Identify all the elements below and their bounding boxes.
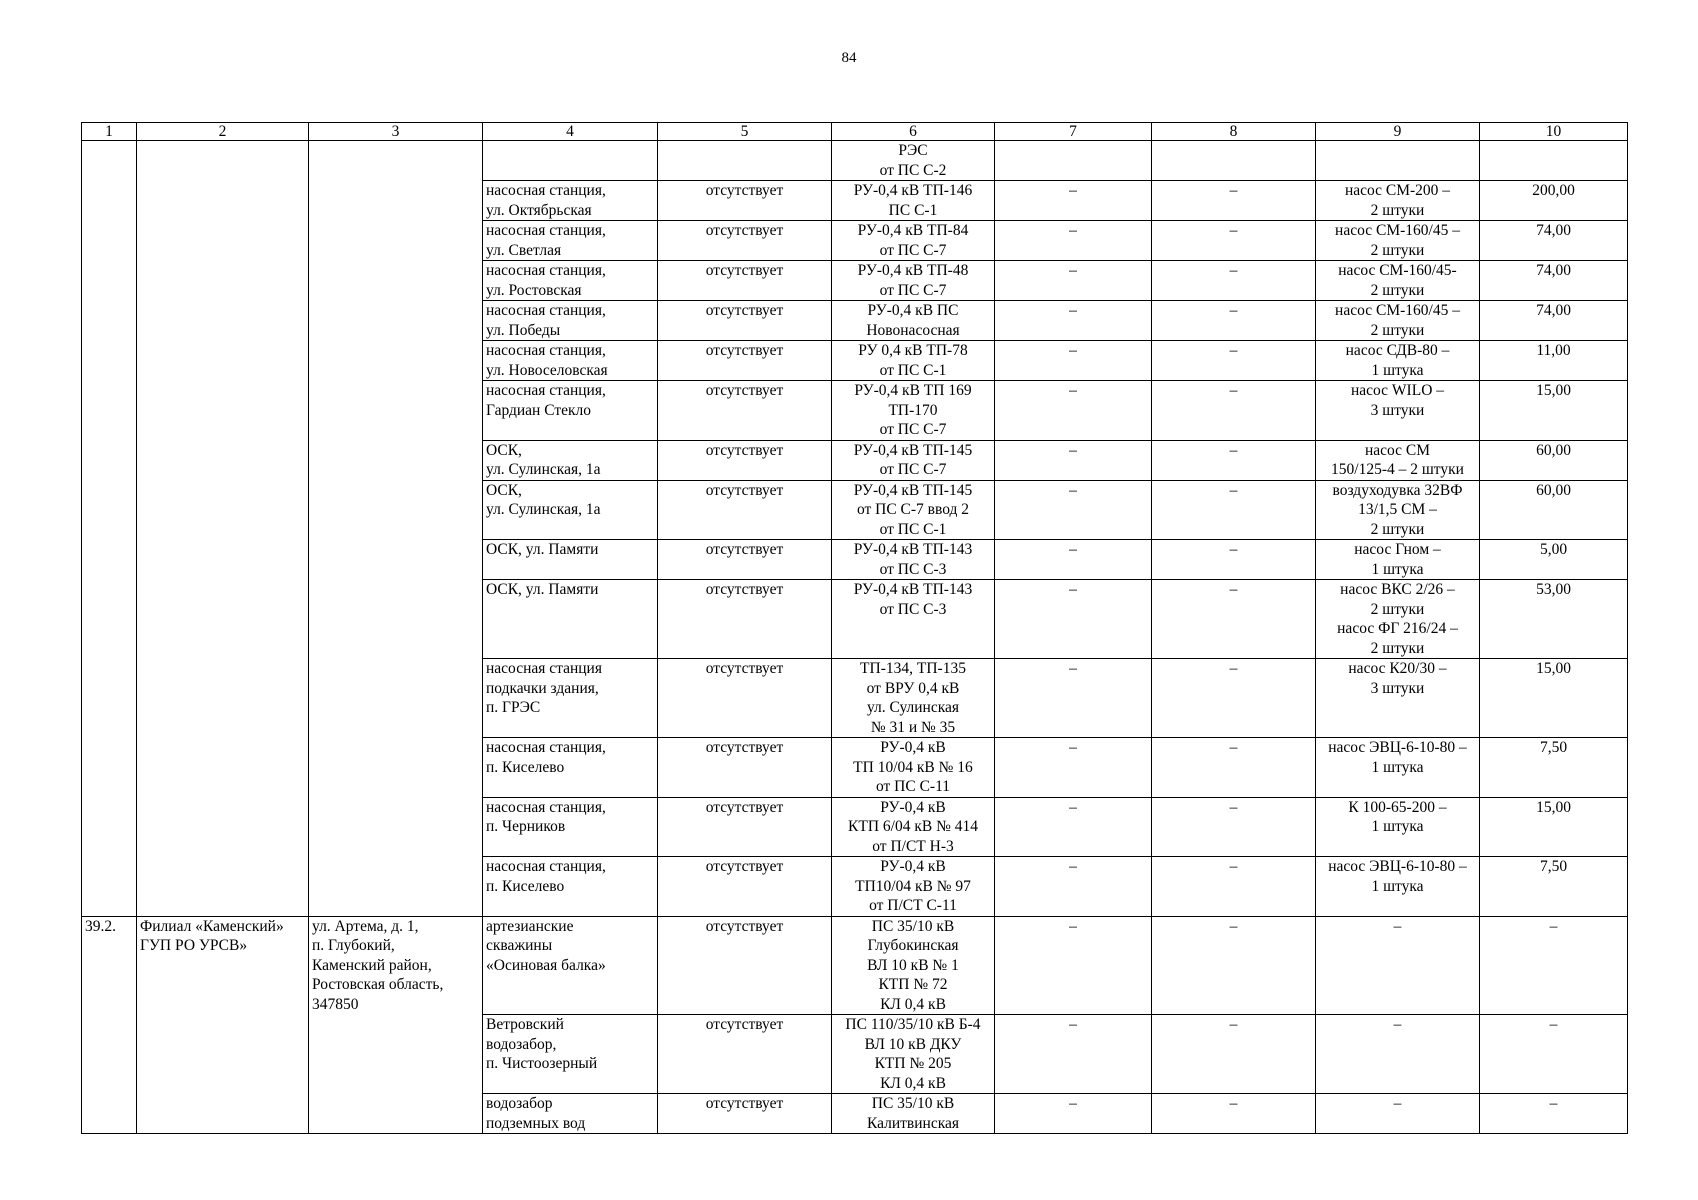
equipment-cell: насос СМ-160/45- 2 штуки: [1316, 261, 1480, 301]
column7-cell: –: [995, 301, 1152, 341]
column8-cell: –: [1152, 341, 1316, 381]
object-cell: насосная станция, ул. Новоселовская: [483, 341, 658, 381]
equipment-cell: воздуходувка 32ВФ 13/1,5 СМ – 2 штуки: [1316, 480, 1480, 540]
column8-cell: –: [1152, 480, 1316, 540]
column5-cell: отсутствует: [658, 1094, 832, 1134]
column7-cell: –: [995, 480, 1152, 540]
equipment-cell: насос СДВ-80 – 1 штука: [1316, 341, 1480, 381]
object-cell: ОСК, ул. Памяти: [483, 580, 658, 659]
power-source-cell: РУ-0,4 кВ ТП-145 от ПС С-7 ввод 2 от ПС С-1: [832, 480, 995, 540]
column7-cell: –: [995, 738, 1152, 798]
power-source-cell: РУ-0,4 кВ ПС Новонасосная: [832, 301, 995, 341]
organization-cell: [137, 141, 309, 917]
column-header: 3: [309, 123, 483, 141]
object-cell: насосная станция, ул. Победы: [483, 301, 658, 341]
column-header: 7: [995, 123, 1152, 141]
power-source-cell: РУ-0,4 кВ ТП-48 от ПС С-7: [832, 261, 995, 301]
column-header: 4: [483, 123, 658, 141]
equipment-cell: насос ЭВЦ-6-10-80 – 1 штука: [1316, 738, 1480, 798]
column8-cell: –: [1152, 797, 1316, 857]
object-cell: насосная станция, ул. Ростовская: [483, 261, 658, 301]
column7-cell: –: [995, 181, 1152, 221]
column-header: 8: [1152, 123, 1316, 141]
object-cell: ОСК, ул. Сулинская, 1а: [483, 480, 658, 540]
column7-cell: –: [995, 659, 1152, 738]
column8-cell: –: [1152, 580, 1316, 659]
column8-cell: –: [1152, 738, 1316, 798]
organization-cell: Филиал «Каменский» ГУП РО УРСВ»: [137, 916, 309, 1134]
column5-cell: отсутствует: [658, 261, 832, 301]
power-value-cell: 11,00: [1480, 341, 1628, 381]
object-cell: насосная станция, п. Киселево: [483, 857, 658, 917]
column7-cell: –: [995, 857, 1152, 917]
object-cell: ОСК, ул. Памяти: [483, 540, 658, 580]
address-cell: [309, 141, 483, 917]
power-value-cell: 200,00: [1480, 181, 1628, 221]
column5-cell: отсутствует: [658, 916, 832, 1015]
power-source-cell: РУ-0,4 кВ ТП-143 от ПС С-3: [832, 580, 995, 659]
column-header: 1: [82, 123, 137, 141]
column5-cell: отсутствует: [658, 540, 832, 580]
table-row: [82, 916, 1628, 1015]
column8-cell: –: [1152, 301, 1316, 341]
column8-cell: –: [1152, 540, 1316, 580]
equipment-cell: [1316, 141, 1480, 181]
column5-cell: отсутствует: [658, 381, 832, 441]
column5-cell: [658, 141, 832, 181]
equipment-cell: –: [1316, 1094, 1480, 1134]
column7-cell: –: [995, 440, 1152, 480]
power-value-cell: 15,00: [1480, 797, 1628, 857]
object-cell: насосная станция, п. Черников: [483, 797, 658, 857]
power-source-cell: ПС 35/10 кВ Калитвинская: [832, 1094, 995, 1134]
equipment-cell: –: [1316, 916, 1480, 1015]
column5-cell: отсутствует: [658, 580, 832, 659]
page-number: 84: [841, 50, 857, 66]
power-value-cell: 15,00: [1480, 381, 1628, 441]
equipment-cell: К 100-65-200 – 1 штука: [1316, 797, 1480, 857]
column5-cell: отсутствует: [658, 440, 832, 480]
column8-cell: –: [1152, 1015, 1316, 1094]
power-source-cell: РУ-0,4 кВ ТП 169 ТП-170 от ПС С-7: [832, 381, 995, 441]
power-source-cell: РЭС от ПС С-2: [832, 141, 995, 181]
power-value-cell: –: [1480, 916, 1628, 1015]
power-source-cell: РУ 0,4 кВ ТП-78 от ПС С-1: [832, 341, 995, 381]
table-row: [82, 141, 1628, 181]
power-source-cell: РУ-0,4 кВ КТП 6/04 кВ № 414 от П/СТ Н-3: [832, 797, 995, 857]
column-header: 9: [1316, 123, 1480, 141]
column8-cell: –: [1152, 440, 1316, 480]
column5-cell: отсутствует: [658, 797, 832, 857]
column8-cell: –: [1152, 381, 1316, 441]
power-value-cell: –: [1480, 1015, 1628, 1094]
column-header: 10: [1480, 123, 1628, 141]
equipment-cell: насос СМ-200 – 2 штуки: [1316, 181, 1480, 221]
object-cell: насосная станция, Гардиан Стекло: [483, 381, 658, 441]
column7-cell: –: [995, 341, 1152, 381]
address-cell: ул. Артема, д. 1, п. Глубокий, Каменский район, Ростовская область, 347850: [309, 916, 483, 1134]
column5-cell: отсутствует: [658, 181, 832, 221]
power-value-cell: 60,00: [1480, 480, 1628, 540]
power-value-cell: 5,00: [1480, 540, 1628, 580]
column8-cell: [1152, 141, 1316, 181]
equipment-cell: насос СМ-160/45 – 2 штуки: [1316, 221, 1480, 261]
column7-cell: –: [995, 540, 1152, 580]
object-cell: артезианские скважины «Осиновая балка»: [483, 916, 658, 1015]
object-cell: насосная станция подкачки здания, п. ГРЭС: [483, 659, 658, 738]
column5-cell: отсутствует: [658, 857, 832, 917]
column8-cell: –: [1152, 261, 1316, 301]
power-value-cell: 15,00: [1480, 659, 1628, 738]
power-source-cell: РУ-0,4 кВ ТП-143 от ПС С-3: [832, 540, 995, 580]
equipment-table: [81, 122, 1628, 1134]
equipment-cell: –: [1316, 1015, 1480, 1094]
equipment-cell: насос СМ 150/125-4 – 2 штуки: [1316, 440, 1480, 480]
column7-cell: –: [995, 1094, 1152, 1134]
column5-cell: отсутствует: [658, 659, 832, 738]
power-source-cell: РУ-0,4 кВ ТП-145 от ПС С-7: [832, 440, 995, 480]
power-value-cell: [1480, 141, 1628, 181]
column5-cell: отсутствует: [658, 221, 832, 261]
column8-cell: –: [1152, 181, 1316, 221]
column5-cell: отсутствует: [658, 341, 832, 381]
object-cell: насосная станция, п. Киселево: [483, 738, 658, 798]
column7-cell: –: [995, 797, 1152, 857]
column8-cell: –: [1152, 916, 1316, 1015]
column5-cell: отсутствует: [658, 301, 832, 341]
column7-cell: –: [995, 381, 1152, 441]
equipment-cell: насос Гном – 1 штука: [1316, 540, 1480, 580]
power-value-cell: 53,00: [1480, 580, 1628, 659]
equipment-cell: насос СМ-160/45 – 2 штуки: [1316, 301, 1480, 341]
object-cell: [483, 141, 658, 181]
column8-cell: –: [1152, 221, 1316, 261]
power-source-cell: РУ-0,4 кВ ТП-146 ПС С-1: [832, 181, 995, 221]
object-cell: ОСК, ул. Сулинская, 1а: [483, 440, 658, 480]
number-cell: 39.2.: [82, 916, 137, 1134]
column7-cell: –: [995, 261, 1152, 301]
column8-cell: –: [1152, 1094, 1316, 1134]
object-cell: насосная станция, ул. Октябрьская: [483, 181, 658, 221]
column-header: 2: [137, 123, 309, 141]
object-cell: Ветровский водозабор, п. Чистоозерный: [483, 1015, 658, 1094]
column5-cell: отсутствует: [658, 1015, 832, 1094]
power-source-cell: РУ-0,4 кВ ТП-84 от ПС С-7: [832, 221, 995, 261]
power-value-cell: 7,50: [1480, 857, 1628, 917]
column5-cell: отсутствует: [658, 738, 832, 798]
number-cell: [82, 141, 137, 917]
object-cell: насосная станция, ул. Светлая: [483, 221, 658, 261]
power-source-cell: РУ-0,4 кВ ТП 10/04 кВ № 16 от ПС С-11: [832, 738, 995, 798]
column7-cell: –: [995, 916, 1152, 1015]
column-header: 5: [658, 123, 832, 141]
column7-cell: –: [995, 221, 1152, 261]
power-value-cell: 7,50: [1480, 738, 1628, 798]
power-source-cell: ПС 35/10 кВ Глубокинская ВЛ 10 кВ № 1 КТП № 72 КЛ 0,4 кВ: [832, 916, 995, 1015]
header-row: [82, 123, 1628, 141]
column7-cell: –: [995, 1015, 1152, 1094]
power-value-cell: –: [1480, 1094, 1628, 1134]
column5-cell: отсутствует: [658, 480, 832, 540]
object-cell: водозабор подземных вод: [483, 1094, 658, 1134]
equipment-cell: насос ЭВЦ-6-10-80 – 1 штука: [1316, 857, 1480, 917]
power-source-cell: ПС 110/35/10 кВ Б-4 ВЛ 10 кВ ДКУ КТП № 205 КЛ 0,4 кВ: [832, 1015, 995, 1094]
column8-cell: –: [1152, 659, 1316, 738]
power-value-cell: 74,00: [1480, 301, 1628, 341]
power-value-cell: 74,00: [1480, 261, 1628, 301]
column7-cell: [995, 141, 1152, 181]
equipment-cell: насос ВКС 2/26 – 2 штуки насос ФГ 216/24 – 2 штуки: [1316, 580, 1480, 659]
equipment-cell: насос К20/30 – 3 штуки: [1316, 659, 1480, 738]
column7-cell: –: [995, 580, 1152, 659]
equipment-cell: насос WILO – 3 штуки: [1316, 381, 1480, 441]
power-value-cell: 60,00: [1480, 440, 1628, 480]
column-header: 6: [832, 123, 995, 141]
power-source-cell: ТП-134, ТП-135 от ВРУ 0,4 кВ ул. Сулинская № 31 и № 35: [832, 659, 995, 738]
power-value-cell: 74,00: [1480, 221, 1628, 261]
column8-cell: –: [1152, 857, 1316, 917]
power-source-cell: РУ-0,4 кВ ТП10/04 кВ № 97 от П/СТ С-11: [832, 857, 995, 917]
